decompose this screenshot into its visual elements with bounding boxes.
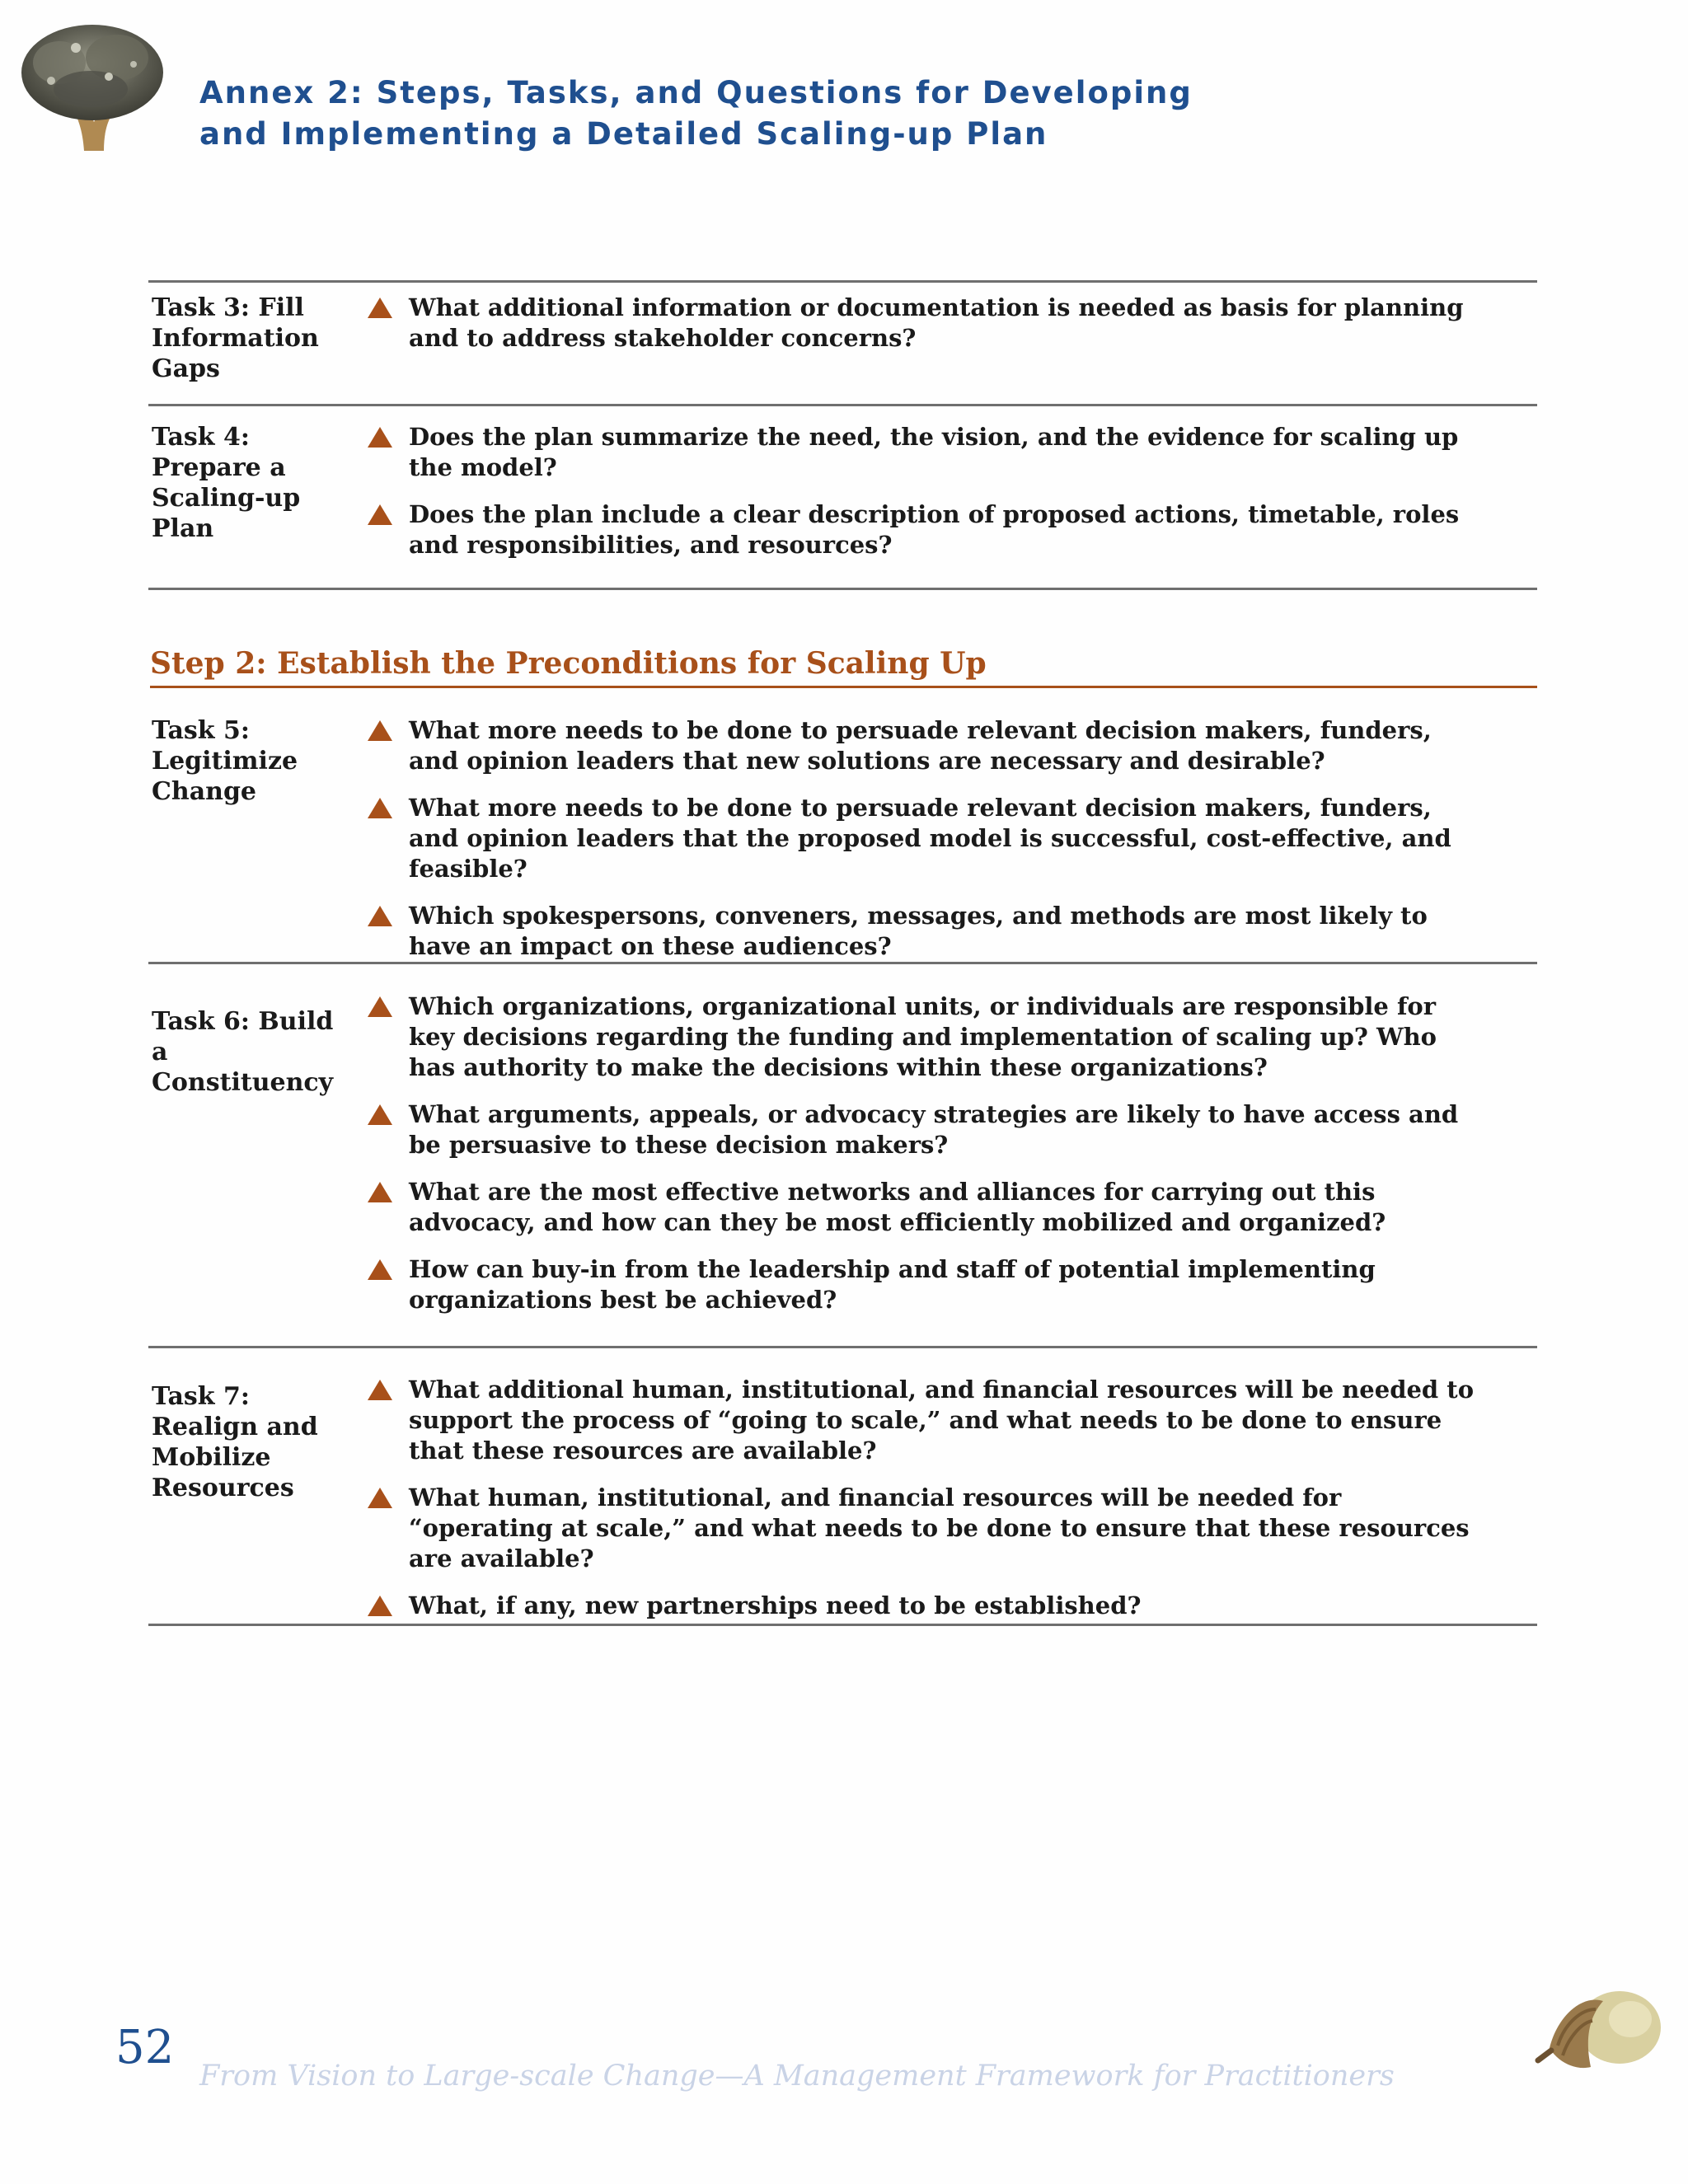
triangle-bullet-icon (368, 1488, 392, 1508)
acorn-icon (1533, 1970, 1665, 2085)
question-text: What additional information or documentation is needed as basis for planning and to address stakeholder concerns? (409, 293, 1464, 352)
page-title-line-2: and Implementing a Detailed Scaling-up Plan (199, 116, 1048, 152)
table-rule (148, 588, 1537, 590)
table-rule (148, 1624, 1537, 1626)
question-item (368, 991, 1489, 1083)
question-item (368, 293, 1489, 354)
page-number: 52 (115, 2021, 175, 2074)
task-label: Task 6: Build a Constituency (152, 1007, 334, 1097)
question-text: What, if any, new partnerships need to be established? (409, 1591, 1142, 1619)
table-rule (148, 962, 1537, 964)
question-item (368, 1099, 1489, 1160)
table-rule (148, 404, 1537, 406)
question-item (368, 901, 1489, 962)
question-text: What are the most effective networks and alliances for carrying out this advocacy, and how can they be most efficiently mobilized and organized? (409, 1178, 1386, 1236)
question-text: What more needs to be done to persuade relevant decision makers, funders, and opinion leaders that the proposed model is successful, cost-effective, and feasible? (409, 794, 1451, 883)
question-text: What additional human, institutional, and financial resources will be needed to support the process of “going to scale,” and what needs to be done to ensure that these resources are available? (409, 1376, 1475, 1465)
question-list (368, 1375, 1489, 1638)
triangle-bullet-icon (368, 720, 392, 741)
question-list (368, 293, 1489, 370)
triangle-bullet-icon (368, 427, 392, 448)
question-item (368, 1591, 1489, 1621)
triangle-bullet-icon (368, 1182, 392, 1202)
task-label: Task 7: Realign and Mobilize Resources (152, 1382, 318, 1502)
task-label: Task 4: Prepare a Scaling-up Plan (152, 423, 301, 543)
question-item (368, 1254, 1489, 1315)
triangle-bullet-icon (368, 996, 392, 1017)
question-list (368, 991, 1489, 1332)
question-item (368, 1483, 1489, 1574)
footer-running-title: From Vision to Large-scale Change—A Management Framework for Practitioners (199, 2060, 1395, 2093)
triangle-bullet-icon (368, 1596, 392, 1616)
question-item (368, 1375, 1489, 1466)
question-text: What arguments, appeals, or advocacy strategies are likely to have access and be persuasive to these decision makers? (409, 1100, 1459, 1159)
question-text: Which organizations, organizational units, or individuals are responsible for key decisions regarding the funding and implementation of scaling up? Who has authority to make the decisions within these organizations? (409, 992, 1437, 1081)
question-item (368, 793, 1489, 884)
triangle-bullet-icon (368, 1380, 392, 1400)
question-text: Which spokespersons, conveners, messages, and methods are most likely to have an impact on these audiences? (409, 902, 1428, 960)
question-text: Does the plan include a clear description of proposed actions, timetable, roles and responsibilities, and resources? (409, 500, 1460, 559)
triangle-bullet-icon (368, 906, 392, 926)
task-label: Task 5: Legitimize Change (152, 716, 298, 806)
question-list (368, 422, 1489, 577)
page-title-line-1: Annex 2: Steps, Tasks, and Questions for Developing (199, 75, 1193, 110)
triangle-bullet-icon (368, 1104, 392, 1125)
triangle-bullet-icon (368, 798, 392, 818)
question-text: Does the plan summarize the need, the vision, and the evidence for scaling up the model? (409, 423, 1459, 481)
triangle-bullet-icon (368, 504, 392, 525)
triangle-bullet-icon (368, 1259, 392, 1280)
step-heading: Step 2: Establish the Preconditions for Scaling Up (150, 643, 1537, 688)
table-rule (148, 1346, 1537, 1348)
question-text: How can buy-in from the leadership and staff of potential implementing organizations best be achieved? (409, 1255, 1376, 1314)
question-list (368, 715, 1489, 978)
table-rule (148, 280, 1537, 283)
question-item (368, 499, 1489, 560)
task-label: Task 3: Fill Information Gaps (152, 293, 319, 383)
question-text: What human, institutional, and financial resources will be needed for “operating at scale,” and what needs to be done to ensure that these resources are available? (409, 1483, 1470, 1572)
question-text: What more needs to be done to persuade relevant decision makers, funders, and opinion leaders that new solutions are necessary and desirable? (409, 716, 1432, 775)
tree-icon (18, 15, 166, 155)
question-item (368, 1177, 1489, 1238)
question-item (368, 422, 1489, 483)
triangle-bullet-icon (368, 298, 392, 318)
question-item (368, 715, 1489, 776)
page-title (199, 73, 1353, 155)
